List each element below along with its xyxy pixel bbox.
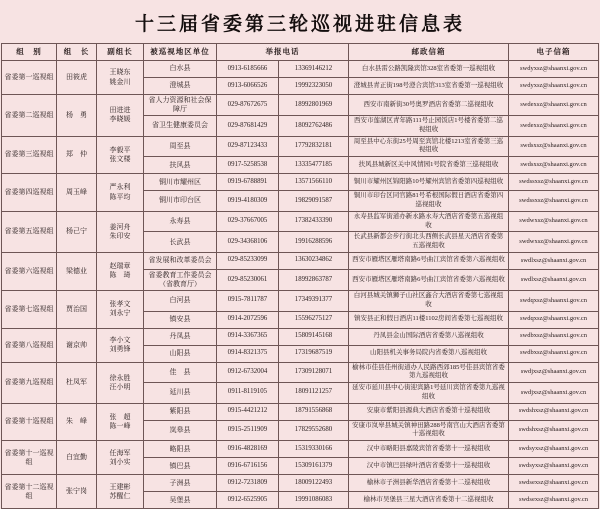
mobile-cell: 19992323050 [279,78,349,95]
unit-cell: 吴堡县 [144,492,217,509]
mobile-cell: 19916288596 [279,232,349,253]
header-unit: 被巡视地区单位 [144,44,217,61]
mobile-cell: 13369146212 [279,61,349,78]
mailbox-cell: 榆林市子洲县新华酒店省委第十二巡视组收 [349,475,509,492]
deputy-name: 任海军 [109,448,131,457]
tel-cell: 0912-7231809 [217,475,279,492]
mailbox-cell: 汉中市镇巴县绿叶酒店省委第十一巡视组收 [349,458,509,475]
table-row [2,252,599,269]
tel-cell: 0917-5258538 [217,157,279,174]
tel-cell: 0912-6732004 [217,362,279,383]
deputy-name: 刘小实 [109,457,131,466]
deputy-cell [97,403,144,441]
email-cell: swdbxsz@shaanxi.gov.cn [509,345,599,362]
mailbox-cell: 榆林市吴堡县三星大酒店省委第十二巡视组收 [349,492,509,509]
table-row [2,362,599,383]
deputy-name: 王晓东 [109,68,131,77]
mailbox-cell: 长武县新都会步行街北头西侧长武县星天酒店省委第五巡视组收 [349,232,509,253]
unit-cell: 长武县 [144,232,217,253]
mobile-cell: 17792832181 [279,136,349,157]
mobile-cell: 18092762486 [279,116,349,137]
table-row [2,95,599,116]
mobile-cell: 13571566110 [279,174,349,191]
email-cell: swdqxsz@shaanxi.gov.cn [509,291,599,312]
tel-cell: 029-87123433 [217,136,279,157]
inspection-info-table [1,43,599,509]
group-name-cell: 省委第二巡视组 [2,95,57,137]
mobile-cell: 19991086083 [279,492,349,509]
header-group: 组 别 [2,44,57,61]
tel-cell: 0919-4180309 [217,191,279,212]
mobile-cell: 18992801969 [279,95,349,116]
mailbox-cell: 永寿县监军街道办新永路永寿大酒店省委第五巡视组收 [349,211,509,232]
unit-cell: 镇巴县 [144,458,217,475]
leader-cell: 张宁岗 [57,475,97,509]
deputy-name: 张孝文 [109,300,131,309]
header-phone: 举报电话 [217,44,349,61]
deputy-name: 陈平均 [109,192,131,201]
email-cell: swdwxsz@shaanxi.gov.cn [509,232,599,253]
tel-cell: 0915-7811787 [217,291,279,312]
tel-cell: 0914-2072596 [217,311,279,328]
deputy-cell [97,136,144,174]
email-cell: swdsxsz@shaanxi.gov.cn [509,157,599,174]
mobile-cell: 17382433390 [279,211,349,232]
tel-cell: 029-85233099 [217,252,279,269]
tel-cell: 0912-6525905 [217,492,279,509]
mobile-cell: 15319330166 [279,441,349,458]
email-cell: swdqxsz@shaanxi.gov.cn [509,311,599,328]
deputy-name: 赵瑞章 [109,262,131,271]
email-cell: swdsexsz@shaanxi.gov.cn [509,475,599,492]
leader-cell: 白宜勤 [57,441,97,475]
group-name-cell: 省委第四巡视组 [2,174,57,212]
tel-cell: 029-85230061 [217,269,279,290]
deputy-name: 李小文 [109,335,131,344]
table-body [2,61,599,509]
email-cell: swdbxsz@shaanxi.gov.cn [509,328,599,345]
group-name-cell: 省委第九巡视组 [2,362,57,403]
deputy-name: 李毅平 [109,145,131,154]
table-row [2,61,599,78]
tel-cell: 0916-6716156 [217,458,279,475]
mailbox-cell: 铜川市印台区同官路81号希根国际假日酒店省委第四巡视组收 [349,191,509,212]
deputy-cell [97,441,144,475]
leader-cell: 贾治国 [57,291,97,329]
mailbox-cell: 白河县城关镇狮子山社区鑫合大酒店省委第七巡视组收 [349,291,509,312]
deputy-name: 姜河舟 [109,222,131,231]
unit-cell: 澄城县 [144,78,217,95]
tel-cell: 029-87681429 [217,116,279,137]
mobile-cell: 17319687519 [279,345,349,362]
leader-cell: 杨 勇 [57,95,97,137]
email-cell: swdyxsz@shaanxi.gov.cn [509,78,599,95]
table-row [2,441,599,458]
tel-cell: 029-87672675 [217,95,279,116]
deputy-name: 徐永胜 [109,373,131,382]
group-name-cell: 省委第六巡视组 [2,252,57,290]
mailbox-cell: 安康市岚皋县城关镇神田路288号南宫山大酒店省委第十巡视组收 [349,420,509,441]
tel-cell: 0913-6185666 [217,61,279,78]
unit-cell: 白河县 [144,291,217,312]
deputy-name: 王建彬 [109,482,131,491]
email-cell: swdwxsz@shaanxi.gov.cn [509,211,599,232]
group-name-cell: 省委第十二巡视组 [2,475,57,509]
tel-cell: 029-37667005 [217,211,279,232]
deputy-name: 陈一峰 [109,421,131,430]
mobile-cell: 13630234862 [279,252,349,269]
mobile-cell: 15309161379 [279,458,349,475]
tel-cell: 0913-6066526 [217,78,279,95]
mobile-cell: 17309128071 [279,362,349,383]
unit-cell: 镇安县 [144,311,217,328]
tel-cell: 0911-8119105 [217,383,279,404]
mailbox-cell: 白水县雷公路凯隆宾馆328室省委第一巡视组收 [349,61,509,78]
unit-cell: 省发展和改革委员会 [144,252,217,269]
deputy-cell [97,475,144,509]
mobile-cell: 17829552680 [279,420,349,441]
tel-cell: 0914-3367365 [217,328,279,345]
deputy-cell [97,61,144,95]
page-title: 十三届省委第三轮巡视进驻信息表 [134,14,465,35]
email-cell: swdexsz@shaanxi.gov.cn [509,95,599,116]
email-cell: swdsyxsz@shaanxi.gov.cn [509,441,599,458]
unit-cell: 周至县 [144,136,217,157]
header-leader: 组 长 [57,44,97,61]
table-row [2,403,599,420]
deputy-name: 张 超 [109,412,131,421]
unit-cell: 省人力资源和社会保障厅 [144,95,217,116]
deputy-cell [97,174,144,212]
table-row [2,291,599,312]
mobile-cell: 17349391377 [279,291,349,312]
email-cell: swdsexsz@shaanxi.gov.cn [509,492,599,509]
unit-cell: 子洲县 [144,475,217,492]
deputy-name: 陈 琦 [109,271,131,280]
unit-cell: 略阳县 [144,441,217,458]
deputy-cell [97,328,144,362]
email-cell: swdssxsz@shaanxi.gov.cn [509,174,599,191]
deputy-name: 苏醒仁 [109,491,131,500]
group-name-cell: 省委第一巡视组 [2,61,57,95]
deputy-name: 刘勇锋 [109,345,131,354]
mailbox-cell: 澄城县青正街198号澄合宾馆313室省委第一巡视组收 [349,78,509,95]
email-cell: swdshxsz@shaanxi.gov.cn [509,420,599,441]
leader-cell: 谢京帅 [57,328,97,362]
unit-cell: 延川县 [144,383,217,404]
mailbox-cell: 铜川市耀州区锦阳路10号耀州宾馆省委第四巡视组收 [349,174,509,191]
mailbox-cell: 西安市莲湖区青年路111号止园饭店1号楼省委第二巡视组收 [349,116,509,137]
group-name-cell: 省委第十巡视组 [2,403,57,441]
mailbox-cell: 镇安县正和假日酒店11楼1102房间省委第七巡视组收 [349,311,509,328]
mailbox-cell: 安康市紫阳县源典大酒店省委第十巡视组收 [349,403,509,420]
email-cell: swdjxsz@shaanxi.gov.cn [509,383,599,404]
leader-cell: 郑 仲 [57,136,97,174]
deputy-name: 李晓媛 [109,115,131,124]
unit-cell: 山阳县 [144,345,217,362]
deputy-name: 田进进 [109,106,131,115]
deputy-cell [97,211,144,252]
header-email: 电子信箱 [509,44,599,61]
unit-cell: 岚皋县 [144,420,217,441]
email-cell: swdsyxsz@shaanxi.gov.cn [509,458,599,475]
mailbox-cell: 延安市延川县中心街迎宾路1号延川宾馆省委第九巡视组收 [349,383,509,404]
deputy-name: 汪小明 [109,382,131,391]
email-cell: swdsxsz@shaanxi.gov.cn [509,136,599,157]
leader-cell: 杨己宁 [57,211,97,252]
email-cell: swdlxsz@shaanxi.gov.cn [509,252,599,269]
deputy-cell [97,95,144,137]
table-row [2,136,599,157]
email-cell: swdssxsz@shaanxi.gov.cn [509,191,599,212]
table-row [2,328,599,345]
group-name-cell: 省委第八巡视组 [2,328,57,362]
leader-cell: 周玉峰 [57,174,97,212]
header-deputy: 副组长 [97,44,144,61]
mobile-cell: 15596275127 [279,311,349,328]
deputy-name: 朱印安 [109,231,131,240]
group-name-cell: 省委第十一巡视组 [2,441,57,475]
mailbox-cell: 西安市南新街30号奥罗酒店省委第二巡视组收 [349,95,509,116]
unit-cell: 铜川市印台区 [144,191,217,212]
mobile-cell: 15809145168 [279,328,349,345]
tel-cell: 029-34368106 [217,232,279,253]
leader-cell: 梁德业 [57,252,97,290]
mailbox-cell: 山阳县机关事务局院内省委第八巡视组收 [349,345,509,362]
unit-cell: 省委教育工作委员会（省教育厅） [144,269,217,290]
deputy-name: 张文楼 [109,154,131,163]
leader-cell: 杜凤军 [57,362,97,403]
unit-cell: 佳 县 [144,362,217,383]
tel-cell: 0914-8321375 [217,345,279,362]
mobile-cell: 13335477185 [279,157,349,174]
email-cell: swdlxsz@shaanxi.gov.cn [509,269,599,290]
deputy-cell [97,362,144,403]
mobile-cell: 18009122493 [279,475,349,492]
deputy-name: 姚金川 [109,77,131,86]
tel-cell: 0916-4828169 [217,441,279,458]
unit-cell: 永寿县 [144,211,217,232]
unit-cell: 扶风县 [144,157,217,174]
mailbox-cell: 榆林市佳县佳州街道办人民路西郊185号佳县宾馆省委第九巡视组收 [349,362,509,383]
header-mailbox: 邮政信箱 [349,44,509,61]
mailbox-cell: 汉中市略阳县嘉陵宾馆省委第十一巡视组收 [349,441,509,458]
header-row [2,44,599,61]
unit-cell: 白水县 [144,61,217,78]
leader-cell: 田筱虎 [57,61,97,95]
mailbox-cell: 扶风县城新区关中风情园1号院省委第三巡视组收 [349,157,509,174]
tel-cell: 0915-4421212 [217,403,279,420]
group-name-cell: 省委第七巡视组 [2,291,57,329]
mobile-cell: 18791556868 [279,403,349,420]
tel-cell: 0915-2511909 [217,420,279,441]
leader-cell: 朱 峰 [57,403,97,441]
mailbox-cell: 西安市雁塔区雁塔南路6号曲江宾馆省委第六巡视组收 [349,252,509,269]
group-name-cell: 省委第五巡视组 [2,211,57,252]
unit-cell: 铜川市耀州区 [144,174,217,191]
mobile-cell: 18091121257 [279,383,349,404]
mailbox-cell: 西安市雁塔区雁塔南路6号曲江宾馆省委第六巡视组收 [349,269,509,290]
unit-cell: 丹凤县 [144,328,217,345]
table-row [2,174,599,191]
table-row [2,211,599,232]
deputy-cell [97,291,144,329]
mailbox-cell: 周至县中心东街25号周至宾馆北楼1213室省委第三巡视组收 [349,136,509,157]
unit-cell: 紫阳县 [144,403,217,420]
mobile-cell: 18992863787 [279,269,349,290]
table-header [2,44,599,61]
email-cell: swdexsz@shaanxi.gov.cn [509,116,599,137]
deputy-name: 严永利 [109,183,131,192]
email-cell: swdjxsz@shaanxi.gov.cn [509,362,599,383]
unit-cell: 省卫生健康委员会 [144,116,217,137]
email-cell: swdyxsz@shaanxi.gov.cn [509,61,599,78]
mobile-cell: 19829091587 [279,191,349,212]
table-row [2,475,599,492]
deputy-cell [97,252,144,290]
email-cell: swdshxsz@shaanxi.gov.cn [509,403,599,420]
mailbox-cell: 丹凤县金山国际酒店省委第八巡视组收 [349,328,509,345]
tel-cell: 0919-6788891 [217,174,279,191]
group-name-cell: 省委第三巡视组 [2,136,57,174]
deputy-name: 刘永宁 [109,309,131,318]
